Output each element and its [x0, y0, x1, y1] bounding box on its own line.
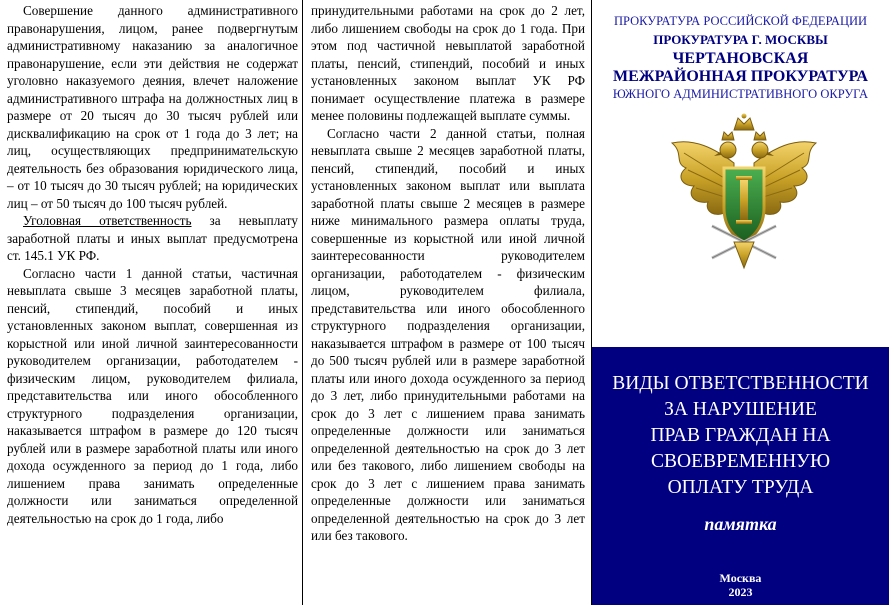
- brochure-title-line: СВОЕВРЕМЕННУЮ: [650, 451, 831, 472]
- paragraph-criminal-liability: [7, 212, 298, 265]
- cover-title-block: [592, 347, 889, 605]
- brochure-title: [592, 371, 889, 501]
- brochure-title-line: ВИДЫ ОТВЕТСТВЕННОСТИ: [612, 373, 869, 394]
- brochure-title-line: ЗА НАРУШЕНИЕ: [664, 399, 817, 420]
- org-line-chertanovo: [592, 50, 889, 86]
- paragraph-part1-continued: принудительными работами на срок до 2 лет, либо лишением свободы на срок до 1 года. При этом под частичной невыплатой заработной платы, пенсий, стипендий, пособий и иных установленных законом выплат УК РФ понимает осуществление платежа в размере менее половины подлежащей выплате суммы.: [311, 3, 585, 123]
- paragraph-part2: Согласно части 2 данной статьи, полная невыплата свыше 2 месяцев заработной платы, пенсий, стипендий, пособий и иных установленных законом выплат или выплата заработной платы свыше 2 месяцев в размере ниже минимального размера оплаты труда, совершенные из корыстной или иной личной заинтересованности руководителем организации, работодателем - физическим лицом, руководителем филиала, представительства или иного обособленного структурного подразделения организации, наказывается штрафом в размере от 100 тысяч до 500 тысяч рублей или в размере заработной платы или иного дохода осужденного за период до 3 лет, либо принудительными работами на срок до 3 лет с лишением права занимать определенные должности или заниматься определенной деятельностью на срок до 3 лет или без такового, либо лишением свободы на срок до 3 лет с лишением права занимать определенные должности или заниматься определенной деятельностью на срок до 3 лет или без такового.: [311, 125, 585, 543]
- publication-place-year: [592, 571, 889, 599]
- org-line-federal: ПРОКУРАТУРА РОССИЙСКОЙ ФЕДЕРАЦИИ: [613, 14, 868, 28]
- org-line-moscow: ПРОКУРАТУРА Г. МОСКВЫ: [653, 32, 828, 47]
- paragraph-admin-repeat: Совершение данного административного правонарушения, лицом, ранее подвергнутым административному наказанию за аналогичное правонарушение, если эти действия не содержат уголовно наказуемого деяния, влечет наложение административного штрафа на должностных лиц в размере от 20 тысяч до 30 тысяч рублей или дисквалификацию на срок от 1 года до 3 лет; на лиц, осуществляющих предпринимательскую деятельность без образования юридического лица, – от 10 тысяч до 30 тысяч рублей; на юридических лиц – от 50 тысяч до 100 тысяч рублей.: [7, 3, 298, 211]
- text-column-middle: [303, 0, 592, 605]
- cover-header: [592, 0, 889, 347]
- brochure-title-line: ОПЛАТУ ТРУДА: [667, 477, 814, 498]
- criminal-liability-text: за невыплату заработной платы и иных выплат предусмотрена ст. 145.1 УК РФ.: [7, 213, 298, 263]
- cover-panel: [592, 0, 889, 605]
- paragraph-part1: Согласно части 1 данной статьи, частичная невыплата свыше 3 месяцев заработной платы, пенсий, стипендий, пособий и иных установленных законом выплат, совершенная из корыстной или иной личной заинтересованности руководителем организации, работодателем - физическим лицом, руководителем филиала, представительства или иного обособленного структурного подразделения организации, наказывается штрафом в размере до 120 тысяч рублей или в размере заработной платы или иного дохода осужденного за период до 1 года, либо лишением права занимать определенные должности или заниматься определенной деятельностью на срок до 1 года, либо: [7, 265, 298, 526]
- publication-year: 2023: [728, 585, 753, 599]
- org-line-district: ЮЖНОГО АДМИНИСТРАТИВНОГО ОКРУГА: [612, 87, 869, 101]
- publication-city: Москва: [719, 571, 762, 585]
- criminal-liability-heading: Уголовная ответственность: [23, 213, 192, 228]
- org-name-line-b: МЕЖРАЙОННАЯ ПРОКУРАТУРА: [613, 68, 868, 85]
- text-column-left: [0, 0, 303, 605]
- org-name-line-a: ЧЕРТАНОВСКАЯ: [672, 50, 809, 67]
- brochure-title-line: ПРАВ ГРАЖДАН НА: [650, 425, 831, 446]
- memo-label: памятка: [704, 514, 777, 534]
- prosecutor-eagle-emblem-icon: [664, 108, 824, 278]
